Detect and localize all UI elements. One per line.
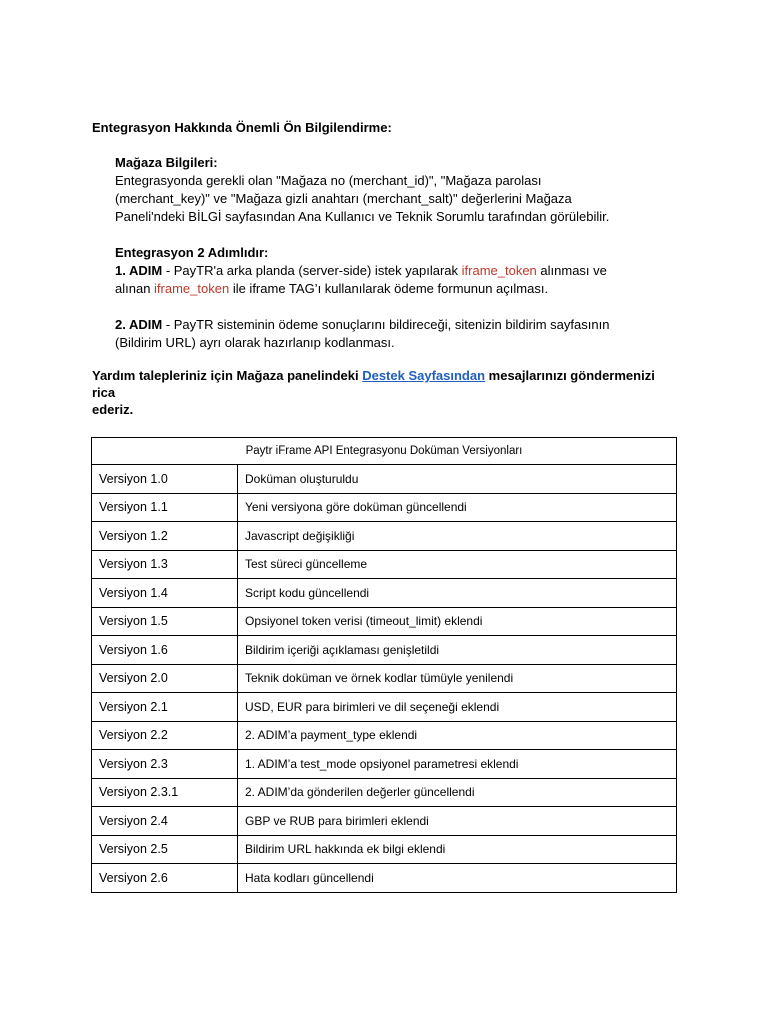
table-row <box>92 664 677 693</box>
version-cell: Versiyon 1.0 <box>92 465 238 494</box>
step-1-text-d: ile iframe TAG’ı kullanılarak ödeme formunun açılması. <box>229 281 549 296</box>
step-2-line-2: (Bildirim URL) ayrı olarak hazırlanıp kodlanması. <box>115 335 395 350</box>
step-1-text-b: alınması ve <box>536 263 607 278</box>
support-text-before: Yardım talepleriniz için Mağaza panelindeki <box>92 368 363 383</box>
support-note <box>92 367 672 418</box>
table-header-row <box>92 438 677 465</box>
version-cell: Versiyon 2.4 <box>92 807 238 836</box>
change-cell: Opsiyonel token verisi (timeout_limit) eklendi <box>238 607 677 636</box>
spacer <box>115 298 675 316</box>
store-info-title: Mağaza Bilgileri: <box>115 155 218 170</box>
version-cell: Versiyon 2.6 <box>92 864 238 893</box>
change-cell: 1. ADIM’a test_mode opsiyonel parametresi eklendi <box>238 750 677 779</box>
step-1-line-1 <box>115 262 675 280</box>
change-cell: Test süreci güncelleme <box>238 550 677 579</box>
table-row <box>92 465 677 494</box>
version-cell: Versiyon 1.1 <box>92 493 238 522</box>
change-cell: Hata kodları güncellendi <box>238 864 677 893</box>
table-row <box>92 778 677 807</box>
iframe-token-term: iframe_token <box>154 281 230 296</box>
table-row <box>92 493 677 522</box>
page-heading: Entegrasyon Hakkında Önemli Ön Bilgilendirme: <box>92 120 392 135</box>
step-1-text-c: alınan <box>115 281 155 296</box>
store-info-line-1: Entegrasyonda gerekli olan "Mağaza no (merchant_id)", "Mağaza parolası <box>115 173 542 188</box>
store-info-section <box>115 154 675 226</box>
step-2-line-1 <box>115 316 675 334</box>
iframe-token-term: iframe_token <box>461 263 537 278</box>
table-row <box>92 835 677 864</box>
change-cell: Yeni versiyona göre doküman güncellendi <box>238 493 677 522</box>
version-cell: Versiyon 1.6 <box>92 636 238 665</box>
table-row <box>92 693 677 722</box>
support-text-line-2: ederiz. <box>92 402 134 417</box>
table-row <box>92 522 677 551</box>
table-row <box>92 750 677 779</box>
change-cell: Bildirim URL hakkında ek bilgi eklendi <box>238 835 677 864</box>
change-cell: GBP ve RUB para birimleri eklendi <box>238 807 677 836</box>
steps-section <box>115 244 675 352</box>
version-cell: Versiyon 1.3 <box>92 550 238 579</box>
table-row <box>92 636 677 665</box>
table-row <box>92 550 677 579</box>
change-cell: Bildirim içeriği açıklaması genişletildi <box>238 636 677 665</box>
version-cell: Versiyon 2.3.1 <box>92 778 238 807</box>
version-cell: Versiyon 2.5 <box>92 835 238 864</box>
version-cell: Versiyon 1.2 <box>92 522 238 551</box>
steps-title: Entegrasyon 2 Adımlıdır: <box>115 245 269 260</box>
change-cell: 2. ADIM’da gönderilen değerler güncellendi <box>238 778 677 807</box>
version-cell: Versiyon 2.3 <box>92 750 238 779</box>
change-cell: Teknik doküman ve örnek kodlar tümüyle yenilendi <box>238 664 677 693</box>
table-row <box>92 807 677 836</box>
table-body <box>92 465 677 893</box>
table-row <box>92 579 677 608</box>
change-cell: 2. ADIM’a payment_type eklendi <box>238 721 677 750</box>
step-2-label: 2. ADIM <box>115 317 163 332</box>
version-cell: Versiyon 2.0 <box>92 664 238 693</box>
table-row <box>92 864 677 893</box>
version-cell: Versiyon 1.4 <box>92 579 238 608</box>
step-2-text-a: - PayTR sisteminin ödeme sonuçlarını bildireceği, sitenizin bildirim sayfasının <box>162 317 610 332</box>
version-cell: Versiyon 1.5 <box>92 607 238 636</box>
change-cell: USD, EUR para birimleri ve dil seçeneği eklendi <box>238 693 677 722</box>
version-cell: Versiyon 2.2 <box>92 721 238 750</box>
step-1-label: 1. ADIM <box>115 263 163 278</box>
table-row <box>92 607 677 636</box>
versions-table <box>91 437 677 893</box>
version-cell: Versiyon 2.1 <box>92 693 238 722</box>
store-info-line-3: Paneli'ndeki BİLGİ sayfasından Ana Kullanıcı ve Teknik Sorumlu tarafından görülebilir. <box>115 209 610 224</box>
table-header: Paytr iFrame API Entegrasyonu Doküman Versiyonları <box>92 438 677 465</box>
support-text-after: mesajlarınızı göndermenizi rica <box>92 368 655 400</box>
step-1-line-2 <box>115 280 675 298</box>
change-cell: Doküman oluşturuldu <box>238 465 677 494</box>
store-info-line-2: (merchant_key)" ve "Mağaza gizli anahtarı (merchant_salt)" değerlerini Mağaza <box>115 191 572 206</box>
change-cell: Script kodu güncellendi <box>238 579 677 608</box>
change-cell: Javascript değişikliği <box>238 522 677 551</box>
step-1-text-a: - PayTR'a arka planda (server-side) istek yapılarak <box>162 263 462 278</box>
support-page-link[interactable]: Destek Sayfasından <box>362 368 486 383</box>
table-row <box>92 721 677 750</box>
